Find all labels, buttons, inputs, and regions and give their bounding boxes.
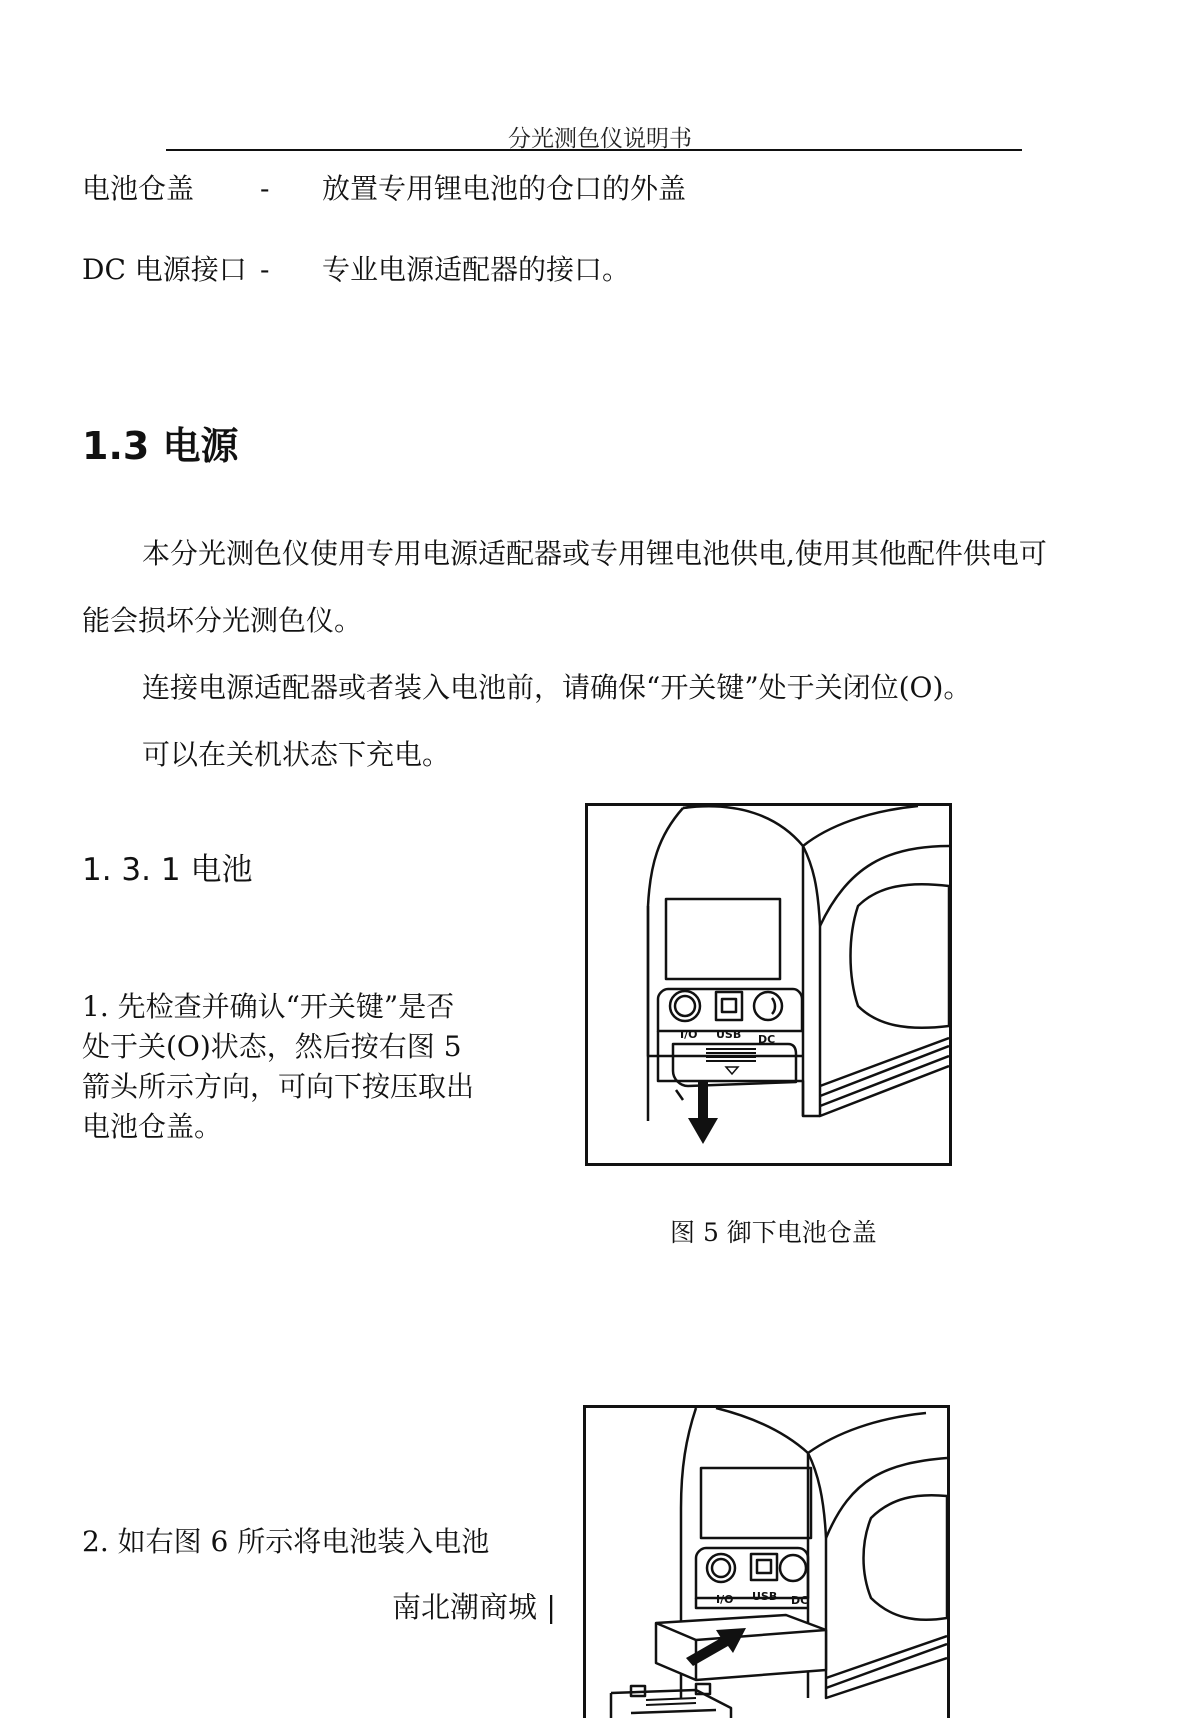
header-rule — [166, 149, 1022, 151]
device-illustration — [586, 1408, 947, 1718]
paragraph-line: 本分光测色仪使用专用电源适配器或专用锂电池供电,使用其他配件供电可 — [142, 537, 1047, 570]
usb-label: USB — [716, 1028, 742, 1041]
section-heading: 1.3 电源 — [82, 424, 239, 468]
device-illustration — [588, 806, 949, 1163]
page-header-title: 分光测色仪说明书 — [508, 126, 692, 152]
step2-text: 2. 如右图 6 所示将电池装入电池 — [82, 1525, 490, 1558]
definition-separator: - — [260, 253, 270, 286]
paragraph-line: 能会损坏分光测色仪。 — [82, 604, 363, 637]
figure-6-battery-insertion — [583, 1405, 950, 1718]
step1-line: 1. 先检查并确认“开关键”是否 — [82, 990, 455, 1023]
io-label: I/O — [716, 1593, 734, 1606]
definition-term-dc-port: DC 电源接口 — [82, 253, 247, 286]
figure-5-battery-cover-removal — [585, 803, 952, 1166]
definition-desc-battery-cover: 放置专用锂电池的仓口的外盖 — [322, 172, 687, 205]
figure-5-caption: 图 5 御下电池仓盖 — [670, 1218, 877, 1247]
usb-label: USB — [752, 1590, 778, 1603]
step1-line: 箭头所示方向，可向下按压取出 — [82, 1070, 475, 1103]
paragraph-line: 连接电源适配器或者装入电池前，请确保“开关键”处于关闭位(O)。 — [142, 671, 972, 704]
step1-text — [82, 987, 512, 1147]
dc-label: DC — [758, 1033, 776, 1046]
paragraph-line: 可以在关机状态下充电。 — [142, 738, 451, 771]
definition-term-battery-cover: 电池仓盖 — [82, 172, 195, 205]
definition-desc-dc-port: 专业电源适配器的接口。 — [322, 253, 631, 286]
io-label: I/O — [680, 1028, 698, 1041]
dc-label: DC — [791, 1594, 809, 1607]
step1-line: 电池仓盖。 — [82, 1110, 223, 1143]
step1-line: 处于关(O)状态，然后按右图 5 — [82, 1030, 462, 1063]
subsection-heading: 1. 3. 1 电池 — [82, 852, 253, 888]
down-arrow-icon — [688, 1081, 718, 1144]
definition-separator: - — [260, 172, 270, 205]
footer-shop-name: 南北潮商城 | — [392, 1590, 556, 1624]
